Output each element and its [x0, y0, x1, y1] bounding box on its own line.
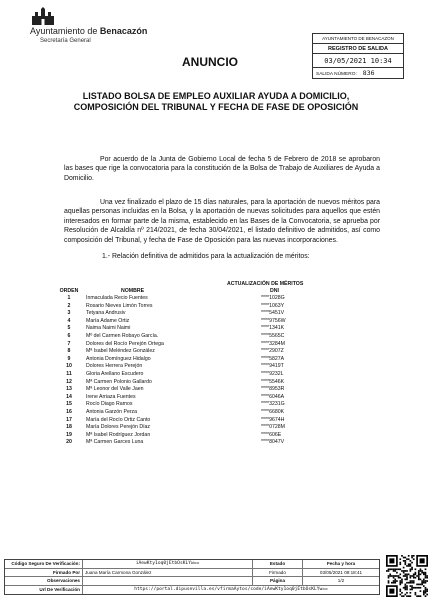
section-title: 1.- Relación definitiva de admitidos para la actualización de méritos:: [102, 253, 310, 260]
row-name: Mº del Carmen Robayo García.: [86, 332, 159, 339]
row-dni: ****0728M: [261, 424, 285, 431]
table-row: [40, 303, 340, 311]
row-number: 20: [66, 439, 72, 446]
row-dni: ****8047V: [261, 439, 285, 446]
table-row: [40, 432, 340, 440]
csv-value: iAewKty1oq0jEtbOsKLYw==: [83, 560, 253, 568]
table-row: [40, 363, 340, 371]
row-name: María Adame Ortiz: [86, 317, 130, 324]
row-dni: ****6046A: [261, 393, 285, 400]
row-name: Dolores del Rocío Perejón Ortega: [86, 340, 164, 347]
row-number: 3: [67, 310, 71, 317]
table-row: [40, 439, 340, 447]
row-dni: ****9756W: [261, 317, 286, 324]
row-dni: ****6680K: [261, 408, 285, 415]
row-name: Tetyana Andrusiv: [86, 310, 126, 317]
estado-value: Firmado: [253, 569, 303, 577]
row-number: 19: [66, 431, 72, 438]
table-row: [40, 348, 340, 356]
row-dni: ****3231G: [261, 401, 285, 408]
row-name: Mª Isabel Meléndez González: [86, 348, 155, 355]
stamp-number: 836: [362, 69, 375, 77]
firmado-label: Firmado Por: [5, 569, 83, 577]
row-name: Rosario Nieves Limón Torres: [86, 302, 153, 309]
url-label: Url De Verificación: [5, 586, 83, 595]
table-top-header: ACTUALIZACIÓN DE MÉRITOS: [227, 281, 304, 287]
row-dni: ****8953R: [261, 386, 285, 393]
organization-department: Secretaría General: [40, 38, 91, 44]
row-number: 7: [67, 340, 71, 347]
row-number: 1: [67, 295, 71, 301]
footer-row-signer: [5, 569, 379, 578]
organization-name: Ayuntamiento de Benacazón: [30, 26, 148, 36]
table-row: [40, 401, 340, 409]
table-row: [40, 341, 340, 349]
paragraph-resolution: Una vez finalizado el plazo de 15 días naturales, para la aportación de nuevos méritos para aquellas personas incluidas en la Bolsa, y la aportación de nuevas solicitudes para aquellos que estén interesados en formar parte de la misma, establecido en las Bases de la Convocatoria, se aprueba por Resolución de Alcaldía nº 214/2021, de fecha 30/04/2021, el listado definitivo de admitidos, así como composición del Tribunal, y fecha de Fase de Oposición para las nuevas incorporaciones.: [64, 199, 380, 244]
column-header-nombre: NOMBRE: [121, 288, 145, 294]
row-name: María del Rocío Ortiz Canto: [86, 416, 151, 423]
row-number: 2: [67, 302, 71, 309]
row-number: 8: [67, 348, 71, 355]
row-name: Dolores Herrera Perejón: [86, 363, 143, 370]
table-row: [40, 379, 340, 387]
footer-row-observations: [5, 577, 379, 586]
row-number: 9: [67, 355, 71, 362]
qr-code-icon: [386, 555, 428, 597]
table-row: [40, 356, 340, 364]
row-dni: ****9232L: [261, 370, 284, 377]
main-title: [60, 91, 372, 113]
row-name: Antonia Garzón Perza: [86, 408, 138, 415]
row-number: 17: [66, 416, 72, 423]
row-name: María Dolores Perejón Díaz: [86, 424, 151, 431]
main-title-line-1: LISTADO BOLSA DE EMPLEO AUXILIAR AYUDA A DOMICILIO,: [82, 91, 350, 101]
document-type-title: ANUNCIO: [182, 55, 238, 69]
stamp-number-label: SALIDA NÚMERO:: [316, 72, 357, 77]
row-name: Naima Naimi Naimi: [86, 325, 131, 332]
verification-url[interactable]: https://portal.dipusevilla.es/vfirmaAytos/code/iAewKty1oq0jEtbOsKLYw==: [134, 586, 328, 592]
row-dni: ****5546K: [261, 378, 285, 385]
row-number: 13: [66, 386, 72, 393]
stamp-register-label: REGISTRO DE SALIDA: [313, 44, 403, 54]
row-name: Gloria Arellano Escudero: [86, 370, 144, 377]
row-dni: ****3284M: [261, 340, 285, 347]
footer-row-csv: [5, 560, 379, 569]
row-dni: ****9674H: [261, 416, 285, 423]
table-row: [40, 325, 340, 333]
row-dni: ****5451V: [261, 310, 285, 317]
row-name: Inmaculada Recio Fuentes: [86, 295, 148, 301]
pagina-label: Página: [253, 577, 303, 585]
stamp-number-row: [313, 68, 403, 78]
csv-label: Código Seguro De Verificación:: [5, 560, 83, 568]
table-row: [40, 295, 340, 303]
row-name: Rocío Diago Ramos: [86, 401, 133, 408]
row-number: 10: [66, 363, 72, 370]
row-name: Antonia Domínguez Hidalgo: [86, 355, 151, 362]
stamp-org: AYUNTAMIENTO DE BENACAZON: [313, 34, 403, 44]
table-row: [40, 333, 340, 341]
row-number: 4: [67, 317, 71, 324]
table-row: [40, 417, 340, 425]
column-header-dni: DNI: [270, 288, 279, 294]
registry-stamp: [312, 33, 404, 79]
estado-label: Estado: [253, 560, 303, 568]
row-dni: ****9419T: [261, 363, 284, 370]
row-number: 15: [66, 401, 72, 408]
stamp-datetime: 03/05/2021 10:34: [313, 54, 403, 68]
row-dni: ****1028G: [261, 295, 285, 301]
paragraph-agreement: Por acuerdo de la Junta de Gobierno Local de fecha 5 de Febrero de 2018 se aprobaron las bases que rige la convocatoria para la constitución de la Bolsa de Trabajo de Auxiliares de Ayuda a Domicilio.: [64, 156, 380, 182]
table-row: [40, 424, 340, 432]
row-dni: ****606E: [261, 431, 282, 438]
row-name: Mª Leonor del Valle Jaen: [86, 386, 144, 393]
row-number: 11: [66, 370, 72, 377]
table-row: [40, 371, 340, 379]
row-dni: ****2907Z: [261, 348, 284, 355]
footer-row-url: [5, 586, 379, 595]
verification-footer: [4, 559, 380, 595]
firmado-value: Juana María Carmona González: [83, 569, 253, 577]
table-row: [40, 386, 340, 394]
pagina-value: 1/2: [337, 578, 345, 583]
fecha-value: 03/05/2021 09:18:41: [319, 569, 363, 575]
row-dni: ****5827A: [261, 355, 285, 362]
coat-of-arms-logo: [30, 6, 56, 26]
row-number: 18: [66, 424, 72, 431]
row-dni: ****5565C: [261, 332, 285, 339]
row-number: 16: [66, 408, 72, 415]
column-header-orden: ORDEN: [59, 288, 79, 294]
table-row: [40, 318, 340, 326]
observaciones-value: [83, 577, 253, 585]
row-dni: ****1341K: [261, 325, 285, 332]
fecha-label: Fecha y hora: [326, 561, 356, 566]
observaciones-label: Observaciones: [5, 577, 83, 585]
admitted-list: [40, 295, 340, 447]
row-number: 14: [66, 393, 72, 400]
row-number: 5: [67, 325, 71, 332]
row-number: 6: [67, 332, 71, 339]
table-row: [40, 394, 340, 402]
row-name: Mª Isabel Rodríguez Jordan: [86, 431, 151, 438]
main-title-line-2: COMPOSICIÓN DEL TRIBUNAL Y FECHA DE FASE DE OPOSICIÓN: [73, 102, 359, 112]
row-name: Mª Carmen Garces Luna: [86, 439, 144, 446]
row-name: Mª Carmen Polonio Gallardo: [86, 378, 152, 385]
table-row: [40, 409, 340, 417]
row-number: 12: [66, 378, 72, 385]
row-name: Irene Arriaza Fuentes: [86, 393, 136, 400]
table-row: [40, 310, 340, 318]
row-dni: ****1063Y: [261, 302, 285, 309]
